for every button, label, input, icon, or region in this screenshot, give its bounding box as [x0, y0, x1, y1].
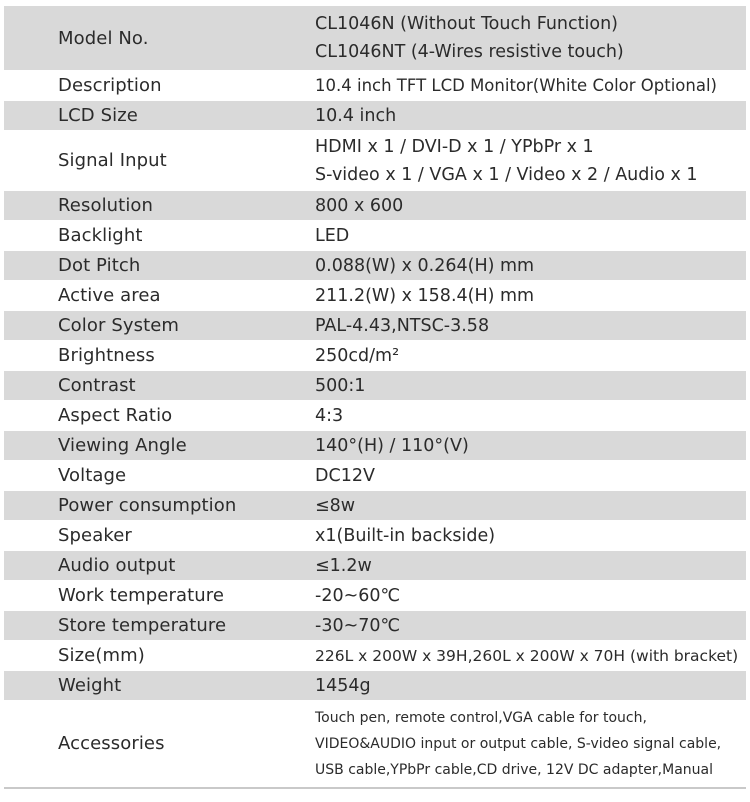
- spec-label: Backlight: [58, 225, 143, 246]
- spec-label: LCD Size: [58, 105, 138, 126]
- spec-value-line: PAL-4.43,NTSC-3.58: [315, 315, 490, 336]
- spec-value: [260, 312, 746, 340]
- spec-row-size: [4, 641, 746, 671]
- spec-label: Color System: [58, 315, 180, 336]
- spec-row-speaker: [4, 521, 746, 551]
- spec-value: [260, 192, 746, 220]
- spec-value-line: -30~70℃: [315, 615, 401, 636]
- spec-row-active-area: [4, 281, 746, 311]
- spec-value: [260, 282, 746, 310]
- spec-value: [260, 522, 746, 550]
- spec-row-description: [4, 71, 746, 101]
- spec-label: Size(mm): [58, 645, 145, 666]
- spec-row-work-temperature: [4, 581, 746, 611]
- spec-value-line: LED: [315, 225, 350, 246]
- spec-row-accessories: [4, 701, 746, 787]
- spec-row-voltage: [4, 461, 746, 491]
- spec-value: [260, 72, 746, 100]
- spec-table: [4, 6, 746, 787]
- spec-value: [260, 672, 746, 700]
- spec-value: [260, 342, 746, 370]
- spec-label: Voltage: [58, 465, 127, 486]
- spec-value-line: 226L x 200W x 39H,260L x 200W x 70H (with bracket): [315, 646, 739, 665]
- spec-label: Model No.: [58, 27, 149, 49]
- spec-row-color-system: [4, 311, 746, 341]
- spec-row-resolution: [4, 191, 746, 221]
- table-bottom-divider: [4, 787, 746, 789]
- spec-label: Accessories: [58, 733, 165, 754]
- spec-value: [260, 582, 746, 610]
- spec-row-store-temperature: [4, 611, 746, 641]
- spec-value: [260, 252, 746, 280]
- spec-label: Speaker: [58, 525, 132, 546]
- spec-value: [260, 133, 746, 189]
- spec-row-contrast: [4, 371, 746, 401]
- spec-value-line: 211.2(W) x 158.4(H) mm: [315, 285, 535, 306]
- spec-value-line: 250cd/m²: [315, 345, 400, 366]
- spec-value-line: 4:3: [315, 405, 344, 426]
- spec-label: Store temperature: [58, 615, 227, 636]
- spec-row-model: [4, 6, 746, 71]
- spec-value-line: Touch pen, remote control,VGA cable for touch,: [315, 709, 647, 726]
- spec-value-line: x1(Built-in backside): [315, 525, 496, 546]
- spec-value: [260, 705, 746, 783]
- spec-value: [260, 222, 746, 250]
- spec-label: Signal Input: [58, 150, 167, 171]
- spec-value-line: 1454g: [315, 675, 371, 696]
- spec-label: Audio output: [58, 555, 176, 576]
- spec-label: Brightness: [58, 345, 155, 366]
- spec-value: [260, 552, 746, 580]
- spec-value-line: VIDEO&AUDIO input or output cable, S-video signal cable,: [315, 735, 722, 752]
- spec-value-line: S-video x 1 / VGA x 1 / Video x 2 / Audio x 1: [315, 164, 698, 185]
- spec-label: Power consumption: [58, 495, 237, 516]
- spec-row-power-consumption: [4, 491, 746, 521]
- spec-value-line: CL1046NT (4-Wires resistive touch): [315, 42, 624, 62]
- spec-label: Contrast: [58, 375, 136, 396]
- spec-value-line: HDMI x 1 / DVI-D x 1 / YPbPr x 1: [315, 136, 594, 157]
- spec-value-line: 800 x 600: [315, 195, 404, 216]
- spec-row-brightness: [4, 341, 746, 371]
- spec-label: Description: [58, 75, 162, 96]
- spec-label: Dot Pitch: [58, 255, 141, 276]
- spec-row-backlight: [4, 221, 746, 251]
- spec-value-line: CL1046N (Without Touch Function): [315, 14, 618, 34]
- spec-row-signal-input: [4, 131, 746, 191]
- spec-value-line: -20~60℃: [315, 585, 401, 606]
- spec-value-line: 0.088(W) x 0.264(H) mm: [315, 255, 535, 276]
- spec-value: [260, 462, 746, 490]
- spec-value-line: USB cable,YPbPr cable,CD drive, 12V DC adapter,Manual: [315, 761, 714, 778]
- spec-value: [260, 432, 746, 460]
- spec-row-audio-output: [4, 551, 746, 581]
- spec-value-line: ≤1.2w: [315, 555, 372, 576]
- spec-label: Active area: [58, 285, 161, 306]
- spec-value: [260, 612, 746, 640]
- spec-value: [260, 402, 746, 430]
- spec-value-line: 10.4 inch: [315, 105, 397, 126]
- spec-value-line: ≤8w: [315, 495, 356, 516]
- spec-row-dot-pitch: [4, 251, 746, 281]
- spec-label: Aspect Ratio: [58, 405, 173, 426]
- spec-value-line: 140°(H) / 110°(V): [315, 435, 469, 456]
- spec-value: [260, 642, 746, 670]
- spec-value: [260, 10, 746, 66]
- spec-value-line: DC12V: [315, 465, 375, 486]
- spec-row-lcd-size: [4, 101, 746, 131]
- spec-value-line: 500:1: [315, 375, 366, 396]
- spec-value: [260, 372, 746, 400]
- spec-row-weight: [4, 671, 746, 701]
- spec-value-line: 10.4 inch TFT LCD Monitor(White Color Optional): [315, 75, 717, 95]
- spec-label: Resolution: [58, 195, 154, 216]
- spec-row-aspect-ratio: [4, 401, 746, 431]
- spec-label: Weight: [58, 675, 122, 696]
- spec-label: Work temperature: [58, 585, 225, 606]
- spec-label: Viewing Angle: [58, 435, 187, 456]
- spec-value: [260, 102, 746, 130]
- spec-row-viewing-angle: [4, 431, 746, 461]
- spec-value: [260, 492, 746, 520]
